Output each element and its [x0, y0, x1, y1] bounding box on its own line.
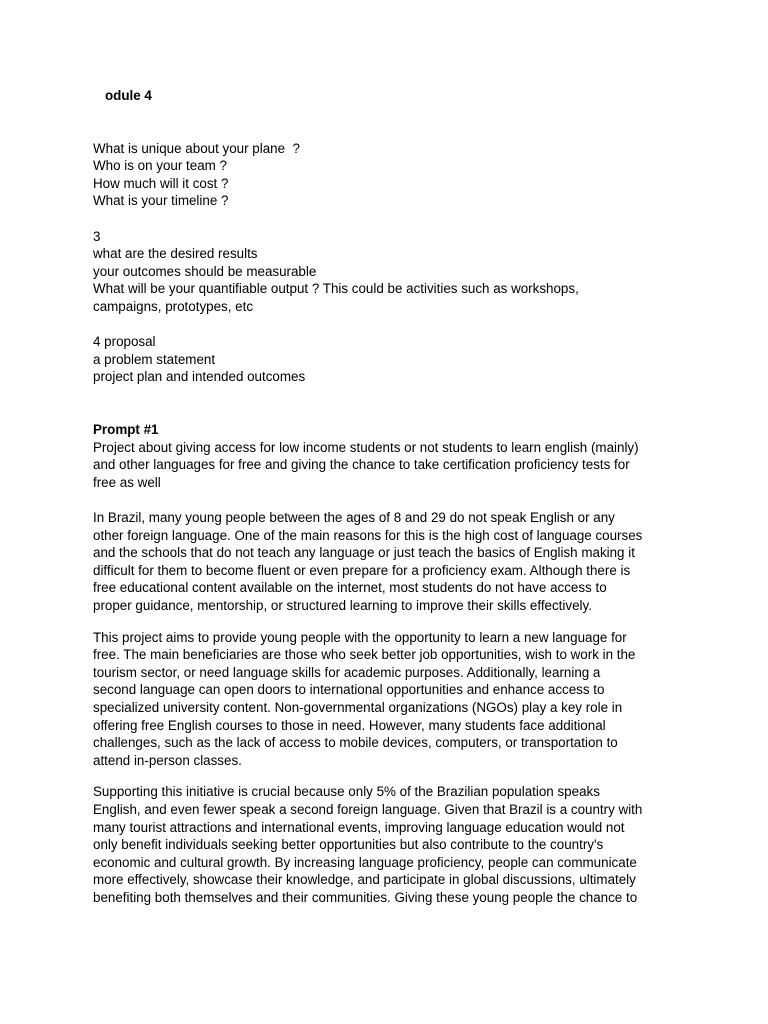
section-3-line: your outcomes should be measurable	[93, 263, 317, 279]
prompt-title: Prompt #1	[93, 422, 159, 438]
paragraph-line: offering free English courses to those in need. However, many students face additional	[93, 717, 606, 733]
section-4-title: 4 proposal	[93, 334, 156, 350]
document-body	[93, 87, 683, 907]
paragraph-line: difficult for them to become fluent or even prepare for a proficiency exam. Although there is	[93, 562, 631, 578]
paragraph-line: free educational content available on the internet, most students do not have access to	[93, 580, 607, 596]
prompt-intro-line: free as well	[93, 474, 161, 490]
section-4-line: a problem statement	[93, 351, 216, 367]
paragraph-line: specialized university content. Non-governmental organizations (NGOs) play a key role in	[93, 700, 623, 715]
paragraph-line: more effectively, showcase their knowledge, and participate in global discussions, ultimately	[93, 872, 636, 888]
section-3-line: what are the desired results	[93, 246, 258, 262]
paragraph-line: tourism sector, or need language skills for academic purposes. Additionally, learning a	[93, 664, 601, 680]
paragraph-line: English, and even fewer speak a second foreign language. Given that Brazil is a country with	[93, 801, 643, 817]
section-4	[93, 333, 683, 386]
paragraph-line: other foreign language. One of the main reasons for this is the high cost of language courses	[93, 527, 643, 543]
section-3-line: What will be your quantifiable output ? This could be activities such as workshops,	[93, 281, 579, 297]
paragraph-line: second language can open doors to international opportunities and enhance access to	[93, 682, 605, 698]
paragraph-line: This project aims to provide young people with the opportunity to learn a new language for	[93, 629, 627, 645]
section-4-line: project plan and intended outcomes	[93, 369, 306, 385]
paragraph-line: challenges, such as the lack of access to mobile devices, computers, or transportation to	[93, 735, 618, 751]
paragraph-line: and the schools that do not teach any language or just teach the basics of English making it	[93, 545, 635, 561]
section-3-line: campaigns, prototypes, etc	[93, 298, 254, 314]
paragraph-line: attend in-person classes.	[93, 752, 242, 768]
questions-list	[93, 140, 683, 210]
paragraph-line: economic and cultural growth. By increasing language proficiency, people can communicate	[93, 854, 637, 870]
question-line: Who is on your team ?	[93, 158, 227, 174]
paragraph-line: In Brazil, many young people between the ages of 8 and 29 do not speak English or any	[93, 510, 615, 526]
prompt-intro-line: Project about giving access for low income students or not students to learn english (mainly)	[93, 439, 639, 455]
paragraph-line: many tourist attractions and international events, improving language education would not	[93, 819, 625, 835]
question-line: What is unique about your plane ?	[93, 140, 300, 156]
paragraph-1	[93, 509, 683, 615]
question-line: What is your timeline ?	[93, 193, 229, 209]
paragraph-line: benefiting both themselves and their communities. Giving these young people the chance to	[93, 889, 638, 905]
paragraph-3	[93, 783, 683, 906]
paragraph-line: proper guidance, mentorship, or structured learning to improve their skills effectively.	[93, 598, 592, 614]
paragraph-line: free. The main beneficiaries are those who seek better job opportunities, wish to work in the	[93, 647, 636, 663]
module-heading: odule 4	[105, 88, 152, 103]
question-line: How much will it cost ?	[93, 175, 229, 191]
paragraph-line: only benefit individuals seeking better opportunities but also contribute to the country's	[93, 837, 604, 853]
section-3-number: 3	[93, 228, 101, 244]
prompt-intro-line: and other languages for free and giving the chance to take certification proficiency tests for	[93, 457, 630, 473]
paragraph-2	[93, 629, 683, 770]
prompt-section	[93, 421, 683, 491]
section-3	[93, 228, 683, 316]
paragraph-line: Supporting this initiative is crucial because only 5% of the Brazilian population speaks	[93, 784, 600, 800]
